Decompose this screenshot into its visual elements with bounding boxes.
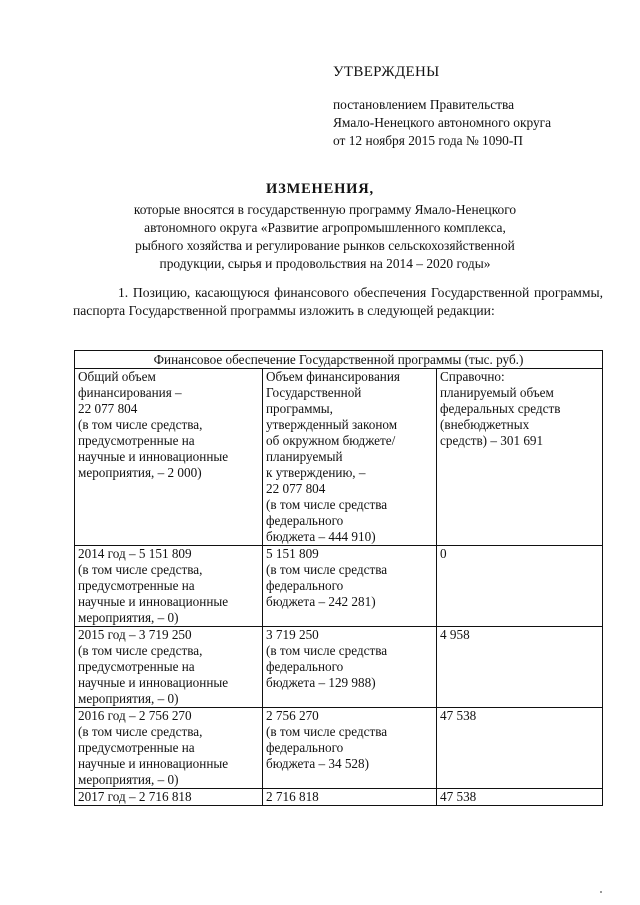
cell-line: 2016 год – 2 756 270	[78, 708, 192, 723]
cell-line: федерального	[266, 740, 344, 755]
cell-line: утвержденный законом	[266, 417, 398, 432]
cell-line: федерального	[266, 513, 344, 528]
approval-line: Ямало-Ненецкого автономного округа	[333, 115, 552, 130]
cell-line: 47 538	[440, 708, 477, 723]
cell-line: научные и инновационные	[78, 756, 229, 771]
cell-line: Объем финансирования	[266, 369, 400, 384]
cell-line: программы,	[266, 401, 333, 416]
cell-line: 3 719 250	[266, 627, 319, 642]
subtitle-line: которые вносятся в государственную программу Ямало-Ненецкого	[133, 202, 517, 217]
cell-line: 2014 год – 5 151 809	[78, 546, 192, 561]
cell-line: 2 756 270	[266, 708, 319, 723]
cell-line: предусмотренные на	[78, 659, 195, 674]
cell-line: бюджета – 129 988)	[266, 675, 376, 690]
subtitle-line: рыбного хозяйства и регулирование рынков сельскохозяйственной	[135, 238, 515, 253]
cell-line: предусмотренные на	[78, 433, 195, 448]
cell-line: 22 077 804	[266, 481, 326, 496]
budget-cell	[263, 369, 437, 546]
scan-speck	[600, 891, 602, 893]
cell-line: (в том числе средства,	[78, 417, 203, 432]
cell-line: мероприятия, – 0)	[78, 610, 179, 625]
budget-cell	[263, 546, 437, 627]
table-caption: Финансовое обеспечение Государственной программы (тыс. руб.)	[75, 351, 603, 369]
cell-line: 22 077 804	[78, 401, 138, 416]
cell-line: финансирования –	[78, 385, 182, 400]
cell-line: (в том числе средства,	[78, 562, 203, 577]
budget-cell	[263, 708, 437, 789]
paragraph-1: 1. Позицию, касающуюся финансового обеспечения Государственной программы, паспорта Государственной программы изложить в следующей редакции:	[73, 285, 603, 318]
cell-line: Справочно:	[440, 369, 505, 384]
approval-line: от 12 ноября 2015 года № 1090-П	[333, 133, 523, 148]
table-row	[75, 708, 603, 789]
cell-line: 2015 год – 3 719 250	[78, 627, 192, 642]
total-cell	[75, 789, 263, 806]
federal-cell	[437, 369, 603, 546]
cell-line: бюджета – 242 281)	[266, 594, 376, 609]
table-caption-row	[75, 351, 603, 369]
federal-cell	[437, 708, 603, 789]
cell-line: планируемый объем	[440, 385, 554, 400]
cell-line: (в том числе средства,	[78, 643, 203, 658]
cell-line: к утверждению, –	[266, 465, 366, 480]
cell-line: мероприятия, – 0)	[78, 691, 179, 706]
total-cell	[75, 369, 263, 546]
cell-line: федеральных средств	[440, 401, 561, 416]
cell-line: 0	[440, 546, 447, 561]
cell-line: (внебюджетных	[440, 417, 530, 432]
cell-line: бюджета – 34 528)	[266, 756, 370, 771]
cell-line: федерального	[266, 578, 344, 593]
total-cell	[75, 546, 263, 627]
cell-line: научные и инновационные	[78, 594, 229, 609]
cell-line: Общий объем	[78, 369, 156, 384]
total-cell	[75, 708, 263, 789]
cell-line: (в том числе средства	[266, 562, 388, 577]
federal-cell	[437, 789, 603, 806]
document-title: ИЗМЕНЕНИЯ,	[266, 181, 374, 197]
cell-line: 2 716 818	[266, 789, 319, 804]
cell-line: научные и инновационные	[78, 449, 229, 464]
budget-cell	[263, 789, 437, 806]
cell-line: об окружном бюджете/	[266, 433, 396, 448]
document-subtitle	[95, 201, 555, 273]
approval-heading: УТВЕРЖДЕНЫ	[333, 64, 440, 80]
financing-table	[74, 350, 603, 806]
cell-line: 5 151 809	[266, 546, 319, 561]
subtitle-line: продукции, сырья и продовольствия на 2014 – 2020 годы»	[159, 256, 491, 271]
cell-line: федерального	[266, 659, 344, 674]
approval-line: постановлением Правительства	[333, 97, 515, 112]
cell-line: 2017 год – 2 716 818	[78, 789, 192, 804]
cell-line: бюджета – 444 910)	[266, 529, 376, 544]
cell-line: 4 958	[440, 627, 470, 642]
cell-line: (в том числе средства	[266, 497, 388, 512]
federal-cell	[437, 546, 603, 627]
cell-line: научные и инновационные	[78, 675, 229, 690]
cell-line: предусмотренные на	[78, 740, 195, 755]
table-row	[75, 546, 603, 627]
table-row	[75, 369, 603, 546]
cell-line: (в том числе средства	[266, 643, 388, 658]
table-row	[75, 627, 603, 708]
approval-block	[333, 64, 623, 150]
budget-cell	[263, 627, 437, 708]
total-cell	[75, 627, 263, 708]
cell-line: предусмотренные на	[78, 578, 195, 593]
cell-line: Государственной	[266, 385, 362, 400]
cell-line: средств) – 301 691	[440, 433, 544, 448]
cell-line: 47 538	[440, 789, 477, 804]
subtitle-line: автономного округа «Развитие агропромышленного комплекса,	[144, 220, 506, 235]
cell-line: (в том числе средства	[266, 724, 388, 739]
federal-cell	[437, 627, 603, 708]
cell-line: мероприятия, – 0)	[78, 772, 179, 787]
cell-line: планируемый	[266, 449, 343, 464]
table-row	[75, 789, 603, 806]
cell-line: мероприятия, – 2 000)	[78, 465, 202, 480]
cell-line: (в том числе средства,	[78, 724, 203, 739]
